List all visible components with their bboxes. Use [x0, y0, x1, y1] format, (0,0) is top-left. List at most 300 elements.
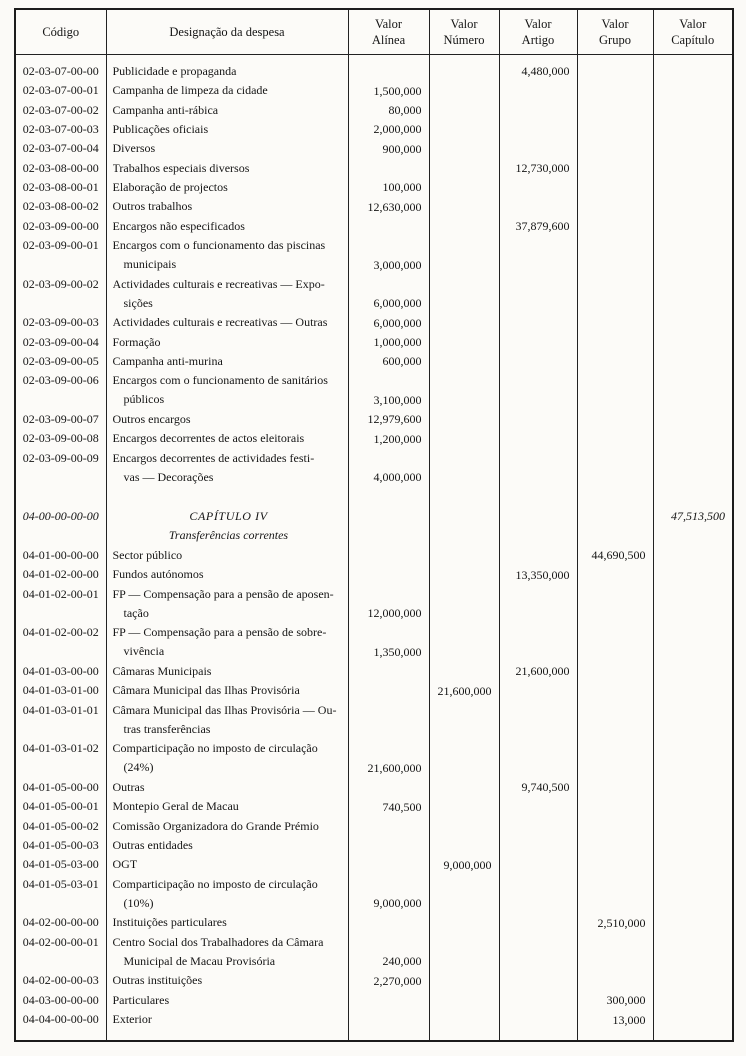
value-grupo: 13,000	[577, 1010, 653, 1041]
value-grupo	[577, 681, 653, 700]
col-header-codigo	[15, 9, 106, 55]
value-grupo: 300,000	[577, 991, 653, 1010]
row-code: 02-03-08-00-02	[22, 199, 99, 214]
value-grupo: 44,690,500	[577, 546, 653, 565]
table-row	[15, 81, 733, 100]
row-code: 02-03-09-00-00	[22, 218, 99, 233]
table-row	[15, 585, 733, 624]
value-grupo	[577, 429, 653, 448]
value-alinea	[348, 701, 429, 740]
value-capitulo	[653, 159, 733, 178]
row-designation: Campanha de limpeza da cidade	[106, 81, 348, 100]
row-designation: Outras	[106, 778, 348, 797]
value-alinea: 1,200,000	[348, 429, 429, 448]
row-designation: Encargos com o funcionamento das piscinas municipais	[106, 236, 348, 275]
value-alinea: 3,000,000	[348, 236, 429, 275]
table-row	[15, 449, 733, 488]
row-code: 02-03-07-00-04	[22, 141, 99, 156]
value-numero	[429, 55, 499, 82]
row-designation: Publicidade e propaganda	[106, 55, 348, 82]
value-artigo	[499, 197, 577, 216]
value-capitulo: 47,513,500	[653, 507, 733, 546]
col-header-designacao	[106, 9, 348, 55]
value-capitulo	[653, 101, 733, 120]
table-row	[15, 313, 733, 332]
value-alinea: 6,000,000	[348, 313, 429, 332]
value-artigo	[499, 236, 577, 275]
value-alinea: 240,000	[348, 933, 429, 972]
value-alinea: 21,600,000	[348, 739, 429, 778]
row-code: 04-02-00-00-03	[22, 973, 99, 988]
value-capitulo	[653, 875, 733, 914]
row-code: 02-03-09-00-07	[22, 412, 99, 427]
value-capitulo	[653, 81, 733, 100]
table-row	[15, 352, 733, 371]
value-alinea: 1,350,000	[348, 623, 429, 662]
table-row	[15, 120, 733, 139]
value-numero	[429, 275, 499, 314]
value-numero	[429, 1010, 499, 1041]
value-alinea: 3,100,000	[348, 371, 429, 410]
table-row	[15, 875, 733, 914]
row-designation: Câmaras Municipais	[106, 662, 348, 681]
value-alinea: 12,979,600	[348, 410, 429, 429]
row-code: 04-01-05-00-03	[22, 838, 99, 853]
value-numero	[429, 197, 499, 216]
value-artigo	[499, 313, 577, 332]
value-artigo	[499, 623, 577, 662]
value-artigo	[499, 429, 577, 448]
table-row	[15, 565, 733, 584]
value-grupo	[577, 159, 653, 178]
value-grupo	[577, 565, 653, 584]
value-grupo	[577, 875, 653, 914]
value-alinea: 900,000	[348, 139, 429, 158]
value-capitulo	[653, 313, 733, 332]
table-row	[15, 429, 733, 448]
value-artigo	[499, 371, 577, 410]
value-alinea: 2,270,000	[348, 971, 429, 990]
value-grupo	[577, 933, 653, 972]
value-numero	[429, 585, 499, 624]
value-grupo	[577, 55, 653, 82]
table-row	[15, 701, 733, 740]
value-artigo	[499, 81, 577, 100]
table-row	[15, 1010, 733, 1041]
value-grupo	[577, 313, 653, 332]
value-alinea	[348, 778, 429, 797]
value-capitulo	[653, 275, 733, 314]
value-artigo	[499, 507, 577, 546]
row-code: 02-03-07-00-03	[22, 122, 99, 137]
value-artigo	[499, 275, 577, 314]
row-designation: Encargos decorrentes de actividades festi- vas — Decorações	[106, 449, 348, 488]
value-capitulo	[653, 1010, 733, 1041]
value-artigo	[499, 913, 577, 932]
value-grupo	[577, 449, 653, 488]
value-capitulo	[653, 662, 733, 681]
value-numero: 9,000,000	[429, 855, 499, 874]
row-code: 02-03-07-00-02	[22, 102, 99, 117]
value-alinea: 9,000,000	[348, 875, 429, 914]
value-numero	[429, 546, 499, 565]
row-designation: FP — Compensação para a pensão de sobre- vivência	[106, 623, 348, 662]
row-code: 04-01-03-00-00	[22, 664, 99, 679]
value-artigo: 37,879,600	[499, 217, 577, 236]
table-header	[15, 9, 733, 55]
table-row	[15, 101, 733, 120]
col-header-codigo-label: Código	[42, 25, 80, 39]
value-numero	[429, 81, 499, 100]
expense-budget-table	[14, 8, 734, 1042]
value-alinea	[348, 855, 429, 874]
value-grupo	[577, 623, 653, 662]
row-code: 02-03-09-00-04	[22, 334, 99, 349]
row-designation: CAPÍTULO IV Transferências correntes	[106, 507, 348, 546]
value-numero	[429, 313, 499, 332]
row-designation: Comissão Organizadora do Grande Prémio	[106, 817, 348, 836]
col-header-valor-alinea: Valor Alínea	[348, 9, 429, 55]
value-capitulo	[653, 217, 733, 236]
value-artigo	[499, 739, 577, 778]
row-code: 04-01-00-00-00	[22, 548, 99, 563]
value-alinea	[348, 507, 429, 546]
value-alinea	[348, 991, 429, 1010]
value-numero	[429, 836, 499, 855]
row-code: 02-03-09-00-05	[22, 354, 99, 369]
value-grupo	[577, 971, 653, 990]
value-numero	[429, 797, 499, 816]
row-code: 04-02-00-00-01	[22, 934, 99, 949]
value-artigo	[499, 855, 577, 874]
value-artigo: 21,600,000	[499, 662, 577, 681]
row-code: 02-03-07-00-00	[22, 64, 99, 78]
value-alinea	[348, 681, 429, 700]
value-grupo	[577, 197, 653, 216]
value-grupo	[577, 778, 653, 797]
value-capitulo	[653, 139, 733, 158]
value-grupo	[577, 701, 653, 740]
value-numero	[429, 217, 499, 236]
row-code: 04-01-05-03-01	[22, 876, 99, 891]
value-artigo	[499, 546, 577, 565]
value-capitulo	[653, 178, 733, 197]
value-capitulo	[653, 836, 733, 855]
value-grupo	[577, 139, 653, 158]
row-code	[15, 487, 106, 507]
value-alinea	[348, 662, 429, 681]
row-code: 04-00-00-00-00	[22, 509, 99, 524]
row-designation: Câmara Municipal das Ilhas Provisória	[106, 681, 348, 700]
value-artigo: 13,350,000	[499, 565, 577, 584]
value-artigo	[499, 875, 577, 914]
value-numero	[429, 178, 499, 197]
value-alinea	[348, 836, 429, 855]
value-alinea	[348, 565, 429, 584]
row-designation: Publicações oficiais	[106, 120, 348, 139]
value-grupo	[577, 817, 653, 836]
value-grupo	[577, 855, 653, 874]
value-artigo	[499, 487, 577, 507]
table-row	[15, 236, 733, 275]
value-numero	[429, 352, 499, 371]
table-row	[15, 971, 733, 990]
value-capitulo	[653, 817, 733, 836]
value-capitulo	[653, 778, 733, 797]
value-grupo	[577, 487, 653, 507]
value-numero	[429, 623, 499, 662]
row-designation	[106, 487, 348, 507]
table-row	[15, 681, 733, 700]
value-grupo	[577, 410, 653, 429]
row-code: 04-01-05-00-00	[22, 780, 99, 795]
table-row	[15, 139, 733, 158]
value-numero	[429, 739, 499, 778]
value-artigo: 12,730,000	[499, 159, 577, 178]
value-grupo	[577, 585, 653, 624]
value-grupo	[577, 797, 653, 816]
value-grupo	[577, 739, 653, 778]
value-grupo	[577, 275, 653, 314]
value-alinea: 100,000	[348, 178, 429, 197]
chapter-row	[15, 507, 733, 546]
value-capitulo	[653, 623, 733, 662]
table-row	[15, 991, 733, 1010]
value-numero	[429, 371, 499, 410]
table-row	[15, 275, 733, 314]
row-code: 02-03-09-00-06	[22, 373, 99, 388]
value-alinea	[348, 546, 429, 565]
row-code: 02-03-09-00-03	[22, 315, 99, 330]
value-capitulo	[653, 681, 733, 700]
value-grupo	[577, 81, 653, 100]
row-code: 02-03-09-00-01	[22, 238, 99, 253]
value-alinea	[348, 55, 429, 82]
value-numero	[429, 817, 499, 836]
value-numero	[429, 236, 499, 275]
value-alinea: 2,000,000	[348, 120, 429, 139]
row-code: 02-03-09-00-09	[22, 450, 99, 465]
value-artigo	[499, 1010, 577, 1041]
value-grupo: 2,510,000	[577, 913, 653, 932]
row-designation: Campanha anti-murina	[106, 352, 348, 371]
row-designation: Encargos não especificados	[106, 217, 348, 236]
value-numero	[429, 662, 499, 681]
value-alinea	[348, 217, 429, 236]
col-header-valor-grupo: Valor Grupo	[577, 9, 653, 55]
row-designation: Fundos autónomos	[106, 565, 348, 584]
value-grupo	[577, 507, 653, 546]
value-artigo: 9,740,500	[499, 778, 577, 797]
value-alinea: 12,630,000	[348, 197, 429, 216]
table-row	[15, 855, 733, 874]
value-grupo	[577, 371, 653, 410]
value-artigo	[499, 701, 577, 740]
value-numero	[429, 875, 499, 914]
table-row	[15, 623, 733, 662]
table-row	[15, 933, 733, 972]
value-alinea	[348, 817, 429, 836]
row-designation: Outros encargos	[106, 410, 348, 429]
table-row	[15, 797, 733, 816]
value-alinea: 12,000,000	[348, 585, 429, 624]
value-numero	[429, 449, 499, 488]
value-capitulo	[653, 487, 733, 507]
value-capitulo	[653, 971, 733, 990]
value-grupo	[577, 217, 653, 236]
value-numero	[429, 101, 499, 120]
row-code: 02-03-07-00-01	[22, 83, 99, 98]
value-artigo	[499, 836, 577, 855]
row-designation: Outras instituições	[106, 971, 348, 990]
header-row	[15, 9, 733, 55]
row-designation: Outros trabalhos	[106, 197, 348, 216]
table-row	[15, 778, 733, 797]
table-body	[15, 55, 733, 1042]
value-capitulo	[653, 410, 733, 429]
value-artigo	[499, 797, 577, 816]
value-numero	[429, 565, 499, 584]
table-row	[15, 371, 733, 410]
value-capitulo	[653, 739, 733, 778]
value-capitulo	[653, 449, 733, 488]
value-numero	[429, 913, 499, 932]
row-designation: Sector público	[106, 546, 348, 565]
value-capitulo	[653, 546, 733, 565]
col-header-valor-capitulo: Valor Capítulo	[653, 9, 733, 55]
row-code: 04-04-00-00-00	[22, 1012, 99, 1027]
table-row	[15, 546, 733, 565]
value-artigo	[499, 120, 577, 139]
row-designation: Elaboração de projectos	[106, 178, 348, 197]
table-row	[15, 913, 733, 932]
value-capitulo	[653, 236, 733, 275]
value-grupo	[577, 236, 653, 275]
row-designation: Montepio Geral de Macau	[106, 797, 348, 816]
row-code: 04-01-03-01-00	[22, 683, 99, 698]
value-numero	[429, 487, 499, 507]
value-artigo: 4,480,000	[499, 55, 577, 82]
value-capitulo	[653, 701, 733, 740]
row-code: 04-01-03-01-01	[22, 702, 99, 717]
value-alinea	[348, 487, 429, 507]
row-code: 04-03-00-00-00	[22, 992, 99, 1007]
value-capitulo	[653, 913, 733, 932]
value-grupo	[577, 333, 653, 352]
value-alinea: 6,000,000	[348, 275, 429, 314]
value-numero	[429, 701, 499, 740]
table-row	[15, 159, 733, 178]
value-artigo	[499, 971, 577, 990]
row-designation: Câmara Municipal das Ilhas Provisória — Ou- tras transferências	[106, 701, 348, 740]
col-header-valor-numero: Valor Número	[429, 9, 499, 55]
col-header-valor-artigo: Valor Artigo	[499, 9, 577, 55]
value-artigo	[499, 933, 577, 972]
value-alinea: 1,000,000	[348, 333, 429, 352]
row-designation: Encargos com o funcionamento de sanitários públicos	[106, 371, 348, 410]
table-row	[15, 817, 733, 836]
value-grupo	[577, 101, 653, 120]
row-designation: Instituições particulares	[106, 913, 348, 932]
table-row	[15, 217, 733, 236]
value-capitulo	[653, 797, 733, 816]
value-capitulo	[653, 933, 733, 972]
row-code: 04-01-03-01-02	[22, 741, 99, 756]
row-designation: Particulares	[106, 991, 348, 1010]
value-alinea: 4,000,000	[348, 449, 429, 488]
row-designation: Outras entidades	[106, 836, 348, 855]
value-capitulo	[653, 565, 733, 584]
value-numero	[429, 120, 499, 139]
value-alinea	[348, 159, 429, 178]
value-numero	[429, 933, 499, 972]
value-capitulo	[653, 585, 733, 624]
value-capitulo	[653, 352, 733, 371]
row-designation: Campanha anti-rábica	[106, 101, 348, 120]
value-alinea: 740,500	[348, 797, 429, 816]
value-artigo	[499, 139, 577, 158]
table-row	[15, 55, 733, 82]
value-alinea: 80,000	[348, 101, 429, 120]
value-capitulo	[653, 429, 733, 448]
value-capitulo	[653, 855, 733, 874]
col-header-designacao-label: Designação da despesa	[169, 25, 285, 39]
value-alinea: 1,500,000	[348, 81, 429, 100]
value-numero	[429, 778, 499, 797]
value-artigo	[499, 410, 577, 429]
row-designation: OGT	[106, 855, 348, 874]
row-code: 04-02-00-00-00	[22, 915, 99, 930]
table-row	[15, 836, 733, 855]
row-code: 04-01-05-00-02	[22, 818, 99, 833]
row-designation: Formação	[106, 333, 348, 352]
value-alinea: 600,000	[348, 352, 429, 371]
row-code: 02-03-09-00-02	[22, 276, 99, 291]
value-capitulo	[653, 371, 733, 410]
value-capitulo	[653, 197, 733, 216]
value-numero	[429, 507, 499, 546]
row-designation: Centro Social dos Trabalhadores da Câmara Municipal de Macau Provisória	[106, 933, 348, 972]
value-artigo	[499, 585, 577, 624]
value-numero	[429, 159, 499, 178]
value-artigo	[499, 991, 577, 1010]
value-artigo	[499, 352, 577, 371]
value-numero: 21,600,000	[429, 681, 499, 700]
row-code: 02-03-08-00-01	[22, 180, 99, 195]
value-artigo	[499, 333, 577, 352]
row-designation: Actividades culturais e recreativas — Outras	[106, 313, 348, 332]
value-numero	[429, 410, 499, 429]
row-code: 04-01-02-00-00	[22, 567, 99, 582]
table-row	[15, 197, 733, 216]
row-code: 02-03-09-00-08	[22, 431, 99, 446]
table-row	[15, 333, 733, 352]
row-code: 04-01-05-00-01	[22, 799, 99, 814]
value-artigo	[499, 817, 577, 836]
row-designation: Diversos	[106, 139, 348, 158]
value-capitulo	[653, 991, 733, 1010]
value-numero	[429, 971, 499, 990]
row-code: 04-01-05-03-00	[22, 857, 99, 872]
row-code: 02-03-08-00-00	[22, 160, 99, 175]
row-designation: Trabalhos especiais diversos	[106, 159, 348, 178]
row-designation: FP — Compensação para a pensão de aposen- tação	[106, 585, 348, 624]
value-numero	[429, 139, 499, 158]
value-artigo	[499, 101, 577, 120]
row-designation: Comparticipação no imposto de circulação (24%)	[106, 739, 348, 778]
value-capitulo	[653, 120, 733, 139]
value-capitulo	[653, 55, 733, 82]
